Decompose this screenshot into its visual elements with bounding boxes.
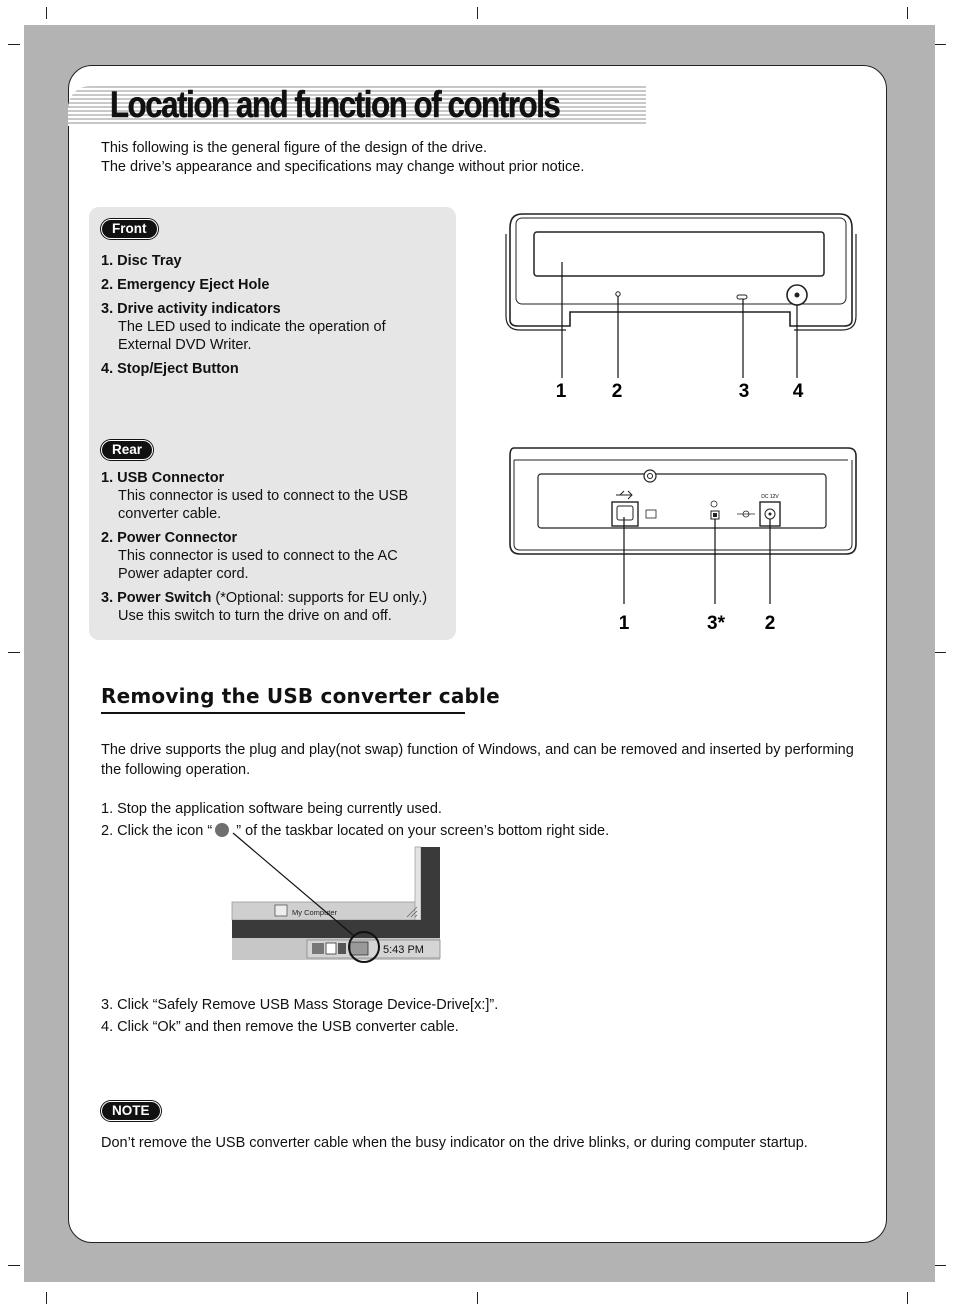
callout-label: 3*: [707, 613, 725, 634]
crop-mark: [477, 7, 478, 19]
power-jack-pin: [769, 513, 772, 516]
step: [101, 821, 861, 841]
step: 4. Click “Ok” and then remove the USB converter cable.: [101, 1019, 459, 1035]
crop-mark: [934, 1265, 946, 1266]
tray-clock: 5:43 PM: [383, 944, 424, 956]
item-desc: Use this switch to turn the drive on and off.: [118, 608, 392, 624]
callout-label: 3: [738, 381, 750, 402]
intro-text: [101, 139, 584, 177]
step: 3. Click “Safely Remove USB Mass Storage Device-Drive[x:]”.: [101, 997, 499, 1013]
note-text: Don’t remove the USB converter cable when the busy indicator on the drive blinks, or during computer startup.: [101, 1135, 808, 1151]
status-bar-label: My Computer: [292, 908, 338, 917]
section-intro: The drive supports the plug and play(not swap) function of Windows, and can be removed and inserted by performing the following operation.: [101, 742, 854, 778]
tray-icon: [338, 943, 346, 954]
crop-mark: [46, 7, 47, 19]
tray-icon: [312, 943, 324, 954]
usb2-logo-icon: [646, 510, 656, 518]
dc-label: DC 12V: [761, 494, 779, 500]
front-drive-figure: [500, 208, 862, 404]
eject-hole: [616, 292, 620, 296]
intro-line: The drive’s appearance and specifications may change without prior notice.: [101, 159, 585, 175]
item-title: 2. Power Connector: [101, 530, 238, 546]
crop-mark: [8, 1265, 20, 1266]
callout-label: 1: [618, 613, 630, 634]
crop-mark: [907, 1292, 908, 1304]
step: 1. Stop the application software being currently used.: [101, 801, 442, 817]
list-item: [101, 252, 451, 270]
section-title: Removing the USB converter cable: [101, 684, 500, 708]
note-badge: NOTE: [101, 1101, 161, 1121]
list-item: [101, 276, 451, 294]
activity-led: [737, 295, 747, 299]
list-item: [101, 300, 451, 354]
rear-badge: Rear: [101, 440, 153, 460]
item-title: 1. Disc Tray: [101, 253, 182, 269]
crop-mark: [907, 7, 908, 19]
window-frame: [415, 847, 421, 920]
rear-panel: [538, 474, 826, 528]
item-title: 2. Emergency Eject Hole: [101, 277, 270, 293]
safely-remove-tray-icon[interactable]: [350, 942, 368, 955]
item-note: (*Optional: supports for EU only.): [211, 590, 428, 606]
item-desc: This connector is used to connect to the AC Power adapter cord.: [118, 548, 398, 582]
usb-port: [617, 506, 633, 520]
item-desc: This connector is used to connect to the USB converter cable.: [118, 488, 409, 522]
list-item: [101, 529, 451, 583]
rear-screw: [644, 470, 656, 482]
item-title: 3. Drive activity indicators: [101, 301, 281, 317]
disc-tray: [534, 232, 824, 276]
callout-label: 4: [792, 381, 804, 402]
callout-label: 2: [764, 613, 776, 634]
front-list: [101, 252, 451, 384]
item-title: 4. Stop/Eject Button: [101, 361, 239, 377]
crop-mark: [8, 652, 20, 653]
desktop-background: [232, 920, 440, 938]
crop-mark: [46, 1292, 47, 1304]
crop-mark: [477, 1292, 478, 1304]
step-text: ” of the taskbar located on your screen’s bottom right side.: [232, 823, 610, 839]
power-switch-knob: [713, 513, 717, 517]
page-title: Location and function of controls: [110, 84, 560, 125]
item-desc: The LED used to indicate the operation of External DVD Writer.: [118, 319, 386, 353]
list-item: [101, 469, 451, 523]
item-title: 1. USB Connector: [101, 470, 225, 486]
crop-mark: [8, 44, 20, 45]
tray-icon: [326, 943, 336, 954]
callout-label: 2: [611, 381, 623, 402]
step-text: 2. Click the icon “: [101, 823, 213, 839]
intro-line: This following is the general figure of the design of the drive.: [101, 140, 488, 156]
front-badge: Front: [101, 219, 158, 239]
section-underline: [101, 712, 465, 714]
list-item: [101, 589, 451, 625]
callout-label: 1: [555, 381, 567, 402]
list-item: [101, 360, 451, 378]
crop-mark: [934, 44, 946, 45]
rear-drive-figure: [500, 440, 862, 636]
item-title: 3. Power Switch: [101, 590, 212, 606]
taskbar-screenshot: [225, 825, 445, 970]
computer-icon: [275, 905, 287, 916]
rear-list: [101, 469, 451, 631]
crop-mark: [934, 652, 946, 653]
eject-button-dot: [795, 293, 800, 298]
